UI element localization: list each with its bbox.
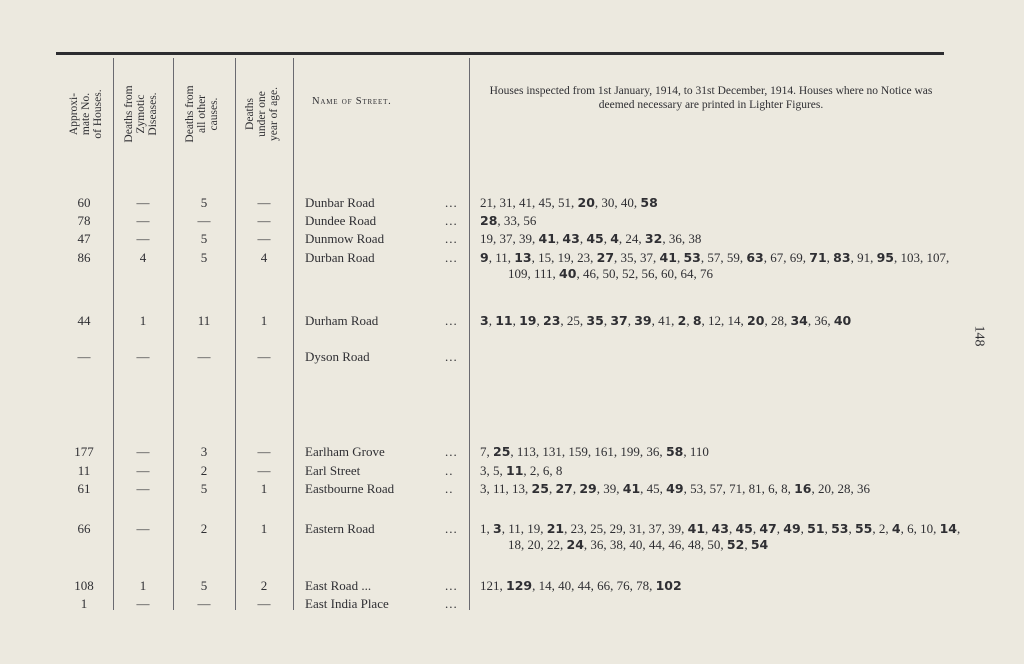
house-number-notice: 58 (640, 195, 658, 210)
house-number-notice: 21 (546, 521, 565, 536)
house-number-run: , 11, (488, 250, 515, 265)
house-number-notice: 39 (634, 313, 652, 328)
house-number-run: , 103, 107, 109, 111, (508, 250, 950, 281)
deaths-other: — (197, 596, 211, 611)
house-number-notice: 43 (711, 521, 729, 536)
house-number-notice: 11 (495, 313, 513, 328)
house-number-run: , (555, 231, 563, 246)
deaths-infant: 2 (260, 578, 268, 593)
house-number-run: , 14, 40, 44, 66, 76, 78, (532, 578, 656, 593)
house-number-notice: 53 (683, 250, 701, 265)
deaths-infant: — (257, 349, 271, 364)
house-number-run: , (572, 481, 580, 496)
deaths-infant: — (257, 213, 271, 228)
house-number-notice: 28 (480, 213, 498, 228)
house-numbers (480, 578, 968, 594)
house-number-run: , 35, 37, (614, 250, 660, 265)
houses-count: 1 (80, 596, 88, 611)
house-number-run: , 36, (807, 313, 834, 328)
house-number-notice: 52 (726, 536, 745, 552)
house-number-notice: 4 (610, 231, 619, 246)
page-number: 148 (971, 325, 987, 347)
house-number-notice: 27 (596, 250, 615, 265)
house-number-run: , 110 (683, 444, 709, 459)
deaths-infant: — (257, 463, 271, 478)
deaths-other: 5 (200, 195, 208, 210)
deaths-other: 3 (200, 444, 208, 459)
house-number-notice: 40 (833, 313, 852, 328)
house-number-notice: 25 (493, 444, 511, 459)
house-number-notice: 3 (480, 313, 489, 328)
deaths-other: 5 (200, 231, 208, 246)
house-number-run: , 33, 56 (497, 213, 537, 228)
house-number-run: , (536, 313, 544, 328)
house-number-run: , 30, 40, (594, 195, 641, 210)
house-number-run: 3, 5, (480, 463, 506, 478)
house-number-notice: 4 (891, 521, 901, 536)
header-approx-houses: Approxi- mate No. of Houses. (68, 89, 104, 139)
deaths-zymotic: — (136, 195, 150, 210)
house-number-notice: 49 (783, 521, 801, 536)
houses-count: — (77, 349, 91, 364)
house-number-notice: 45 (586, 231, 604, 246)
house-number-notice: 45 (735, 521, 753, 536)
house-number-notice: 55 (854, 521, 873, 536)
street-name: Eastbourne Road .. (305, 481, 454, 496)
house-number-notice: 20 (577, 195, 595, 210)
header-deaths-infant: Deaths under one year of age. (244, 87, 280, 141)
house-number-run: , (728, 521, 736, 536)
house-number-notice: 63 (746, 250, 764, 265)
column-divider (173, 58, 174, 610)
house-numbers (480, 231, 968, 247)
house-number-run: 3, 11, 13, (480, 481, 532, 496)
house-number-run: , (603, 313, 611, 328)
house-number-run: , 18, 20, 22, (508, 521, 961, 552)
house-number-notice: 11 (506, 463, 524, 478)
header-houses-inspected: Houses inspected from 1st January, 1914, to 31st December, 1914. Houses where no Notice was deemed necessary are printed in Lighter Figures. (489, 85, 933, 111)
houses-count: 66 (77, 521, 91, 536)
house-number-run: , (800, 521, 808, 536)
house-number-run: , 12, 14, (701, 313, 748, 328)
house-number-notice: 13 (514, 250, 532, 265)
column-divider (113, 58, 114, 610)
house-number-notice: 20 (747, 313, 765, 328)
street-name: East Road ... ... (305, 578, 458, 593)
house-number-notice: 41 (659, 250, 677, 265)
house-number-notice: 29 (579, 481, 597, 496)
houses-count: 11 (77, 463, 91, 478)
house-number-run: , (826, 250, 834, 265)
house-number-run: , (579, 231, 587, 246)
house-numbers (480, 250, 968, 281)
street-name: Durham Road ... (305, 313, 458, 328)
house-number-run: , 41, (651, 313, 678, 328)
house-number-notice: 19 (519, 313, 537, 328)
house-number-run: , 113, 131, 159, 161, 199, 36, (510, 444, 666, 459)
deaths-infant: — (257, 444, 271, 459)
houses-count: 177 (74, 444, 94, 459)
house-number-run: , (752, 521, 760, 536)
deaths-infant: — (257, 596, 271, 611)
deaths-other: 5 (200, 578, 208, 593)
house-number-run: , 53, 57, 71, 81, 6, 8, (683, 481, 795, 496)
houses-count: 44 (77, 313, 91, 328)
house-number-run: , 57, 59, (700, 250, 747, 265)
house-number-run: , (627, 313, 635, 328)
house-number-run: , 36, 38 (662, 231, 702, 246)
house-number-notice: 40 (559, 265, 577, 281)
house-number-notice: 27 (555, 481, 573, 496)
deaths-zymotic: — (136, 463, 150, 478)
house-number-run: , 28, (764, 313, 791, 328)
deaths-zymotic: 1 (139, 313, 147, 328)
house-number-notice: 83 (833, 250, 851, 265)
deaths-infant: 1 (260, 481, 268, 496)
house-number-notice: 34 (790, 313, 808, 328)
deaths-infant: 4 (260, 250, 268, 265)
deaths-other: — (197, 349, 211, 364)
house-number-notice: 8 (692, 313, 702, 328)
house-number-run: 1, (480, 521, 493, 536)
house-number-notice: 37 (610, 313, 628, 328)
house-number-run: , 91, (850, 250, 877, 265)
house-number-notice: 49 (666, 481, 684, 496)
house-numbers (480, 444, 968, 460)
house-number-notice: 53 (831, 521, 849, 536)
street-name: Dunbar Road ... (305, 195, 458, 210)
house-number-run: , 39, (596, 481, 623, 496)
house-number-run: , (488, 313, 496, 328)
street-name: Eastern Road ... (305, 521, 458, 536)
street-name: Dyson Road ... (305, 349, 458, 364)
deaths-infant: — (257, 231, 271, 246)
house-numbers (480, 521, 968, 552)
house-number-run: , (686, 313, 693, 328)
house-number-run: , 20, 28, 36 (811, 481, 870, 496)
deaths-other: 2 (200, 521, 208, 536)
deaths-other: 5 (200, 250, 208, 265)
house-number-notice: 25 (531, 481, 549, 496)
house-number-run: , 25, (560, 313, 587, 328)
house-number-notice: 24 (566, 536, 584, 552)
street-name: Dunmow Road ... (305, 231, 458, 246)
house-number-notice: 43 (562, 231, 580, 246)
house-number-run: , 45, (640, 481, 667, 496)
house-number-run: , 36, 38, 40, 44, 46, 48, 50, (583, 536, 727, 552)
house-number-run: , 11, 19, (501, 521, 547, 536)
house-number-notice: 41 (687, 521, 706, 536)
house-number-notice: 23 (543, 313, 561, 328)
houses-count: 47 (77, 231, 91, 246)
house-number-run: , 67, 69, (763, 250, 810, 265)
house-number-notice: 95 (876, 250, 894, 265)
deaths-zymotic: 4 (139, 250, 147, 265)
header-deaths-zymotic: Deaths from Zymotic Diseases. (123, 85, 159, 143)
house-number-notice: 51 (807, 521, 825, 536)
house-number-run: , (548, 481, 556, 496)
deaths-other: — (197, 213, 211, 228)
deaths-zymotic: — (136, 521, 150, 536)
house-number-run: 121, (480, 578, 506, 593)
house-number-notice: 41 (538, 231, 556, 246)
street-name: Durban Road ... (305, 250, 458, 265)
houses-count: 86 (77, 250, 91, 265)
deaths-infant: — (257, 195, 271, 210)
house-number-run: , (603, 231, 611, 246)
house-number-run: , 2, (872, 521, 892, 536)
column-divider (469, 58, 470, 610)
header-street-name: Name of Street. (312, 96, 392, 107)
houses-count: 60 (77, 195, 91, 210)
deaths-zymotic: — (136, 481, 150, 496)
deaths-zymotic: — (136, 444, 150, 459)
house-number-notice: 16 (794, 481, 812, 496)
house-number-run: 21, 31, 41, 45, 51, (480, 195, 578, 210)
deaths-zymotic: — (136, 349, 150, 364)
house-number-notice: 54 (750, 536, 769, 552)
deaths-other: 11 (197, 313, 211, 328)
house-number-run: , 46, 50, 52, 56, 60, 64, 76 (576, 265, 713, 281)
deaths-other: 5 (200, 481, 208, 496)
top-rule (56, 52, 944, 55)
house-number-run: , (744, 536, 751, 552)
deaths-zymotic: — (136, 231, 150, 246)
house-number-run: , (705, 521, 712, 536)
house-numbers (480, 195, 968, 211)
house-number-notice: 58 (665, 444, 684, 459)
house-number-notice: 47 (759, 521, 777, 536)
house-number-run: , 24, (618, 231, 645, 246)
house-number-run: , 15, 19, 23, (531, 250, 597, 265)
street-name: Earl Street .. (305, 463, 454, 478)
house-number-run: 19, 37, 39, (480, 231, 539, 246)
deaths-other: 2 (200, 463, 208, 478)
houses-count: 78 (77, 213, 91, 228)
column-divider (293, 58, 294, 610)
house-number-run: , (676, 250, 684, 265)
house-number-run: , (824, 521, 832, 536)
house-number-notice: 102 (655, 578, 682, 593)
house-number-run: , 23, 25, 29, 31, 37, 39, (564, 521, 688, 536)
house-number-run: , (776, 521, 784, 536)
house-numbers (480, 481, 968, 497)
house-number-notice: 32 (644, 231, 663, 246)
deaths-zymotic: — (136, 213, 150, 228)
house-number-notice: 41 (622, 481, 641, 496)
street-name: Dundee Road ... (305, 213, 458, 228)
column-divider (235, 58, 236, 610)
house-number-run: , (512, 313, 520, 328)
house-number-run: 7, (480, 444, 493, 459)
house-number-run: , 2, 6, 8 (523, 463, 563, 478)
house-number-notice: 71 (809, 250, 827, 265)
house-number-notice: 2 (677, 313, 687, 328)
deaths-infant: 1 (260, 313, 268, 328)
house-numbers (480, 313, 968, 329)
houses-count: 61 (77, 481, 91, 496)
house-number-run: , 6, 10, (900, 521, 940, 536)
header-deaths-other: Deaths from all other causes. (184, 85, 220, 143)
street-name: East India Place ... (305, 596, 458, 611)
house-number-notice: 14 (939, 521, 957, 536)
houses-count: 108 (74, 578, 94, 593)
house-numbers (480, 463, 968, 479)
house-number-notice: 35 (586, 313, 604, 328)
house-numbers (480, 213, 968, 229)
deaths-infant: 1 (260, 521, 268, 536)
deaths-zymotic: — (136, 596, 150, 611)
house-number-notice: 9 (480, 250, 489, 265)
street-name: Earlham Grove ... (305, 444, 458, 459)
house-number-notice: 129 (506, 578, 533, 593)
house-number-run: , (848, 521, 855, 536)
house-number-notice: 3 (493, 521, 502, 536)
deaths-zymotic: 1 (139, 578, 147, 593)
